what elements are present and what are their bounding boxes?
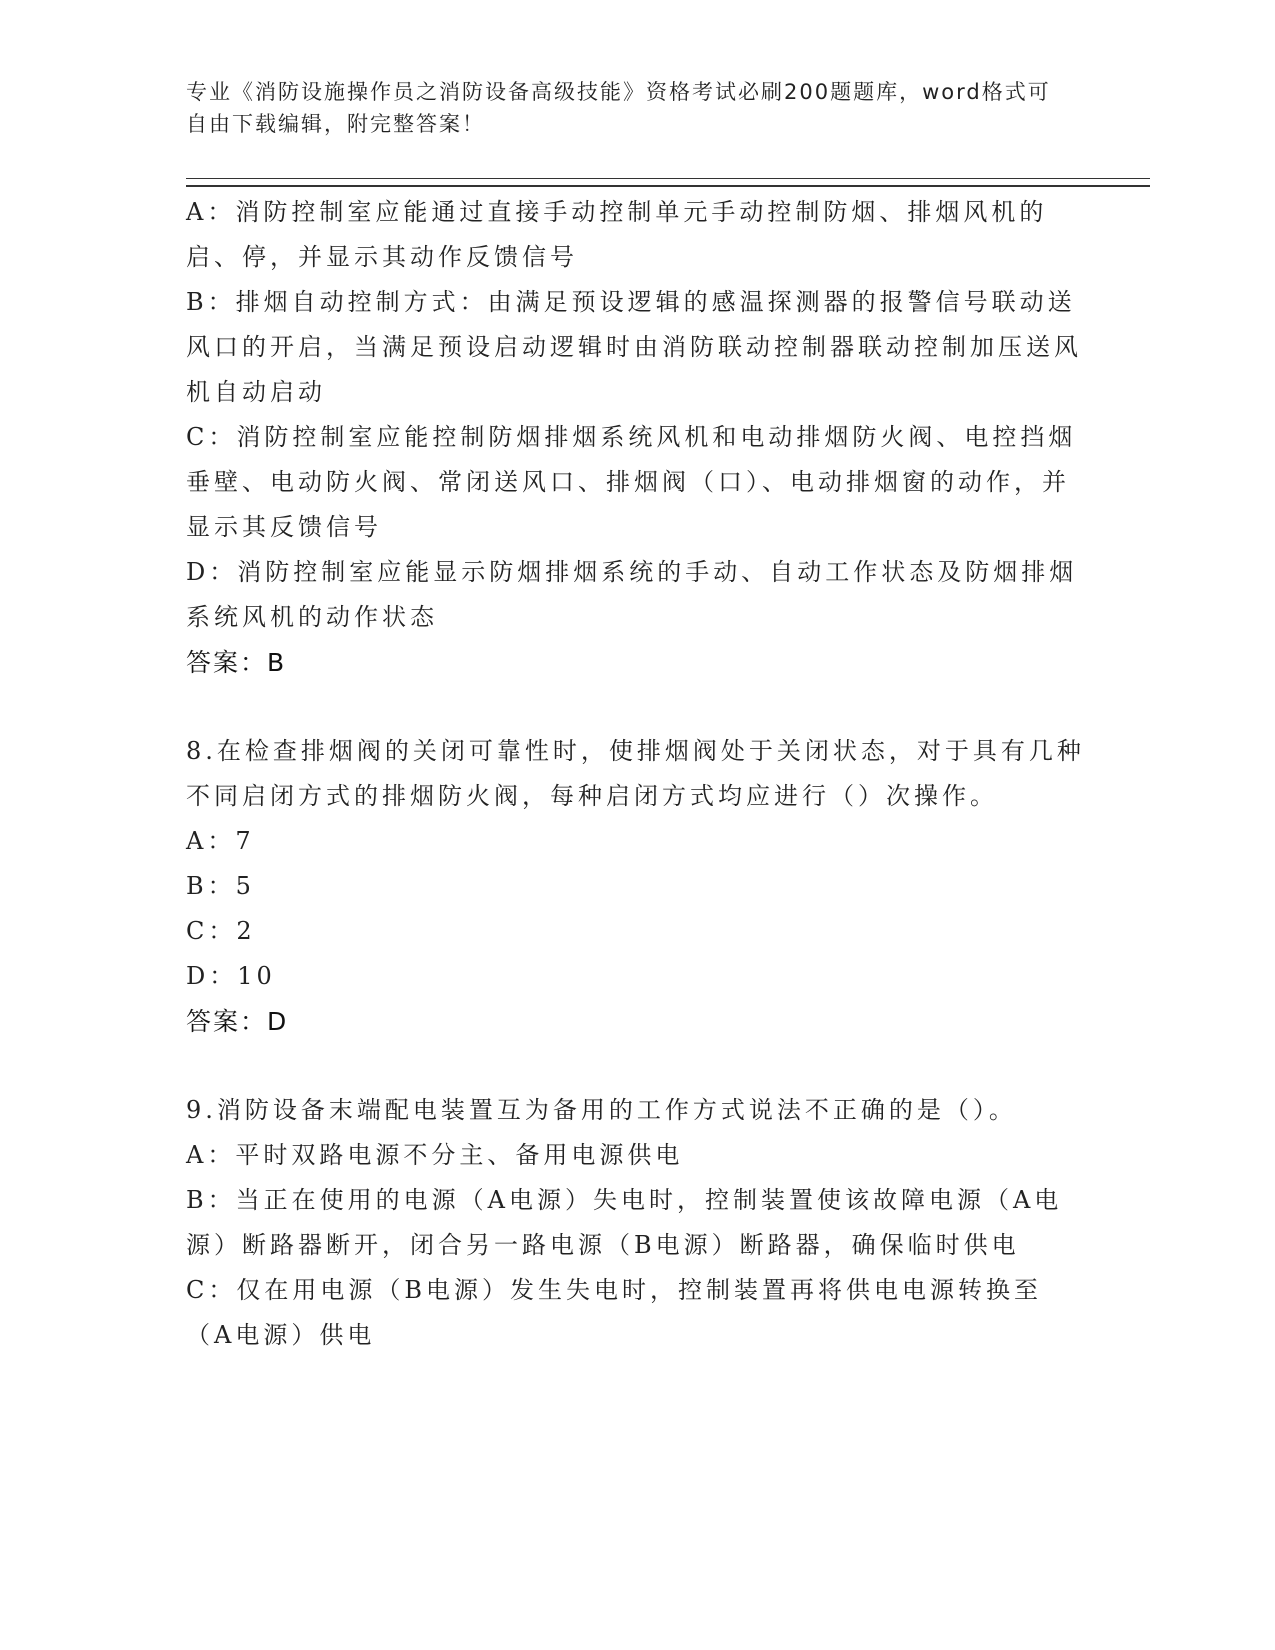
q7-option-a: A：消防控制室应能通过直接手动控制单元手动控制防烟、排烟风机的启、停，并显示其动作反馈信号 — [186, 198, 1048, 271]
q8-option-a: A：7 — [186, 827, 255, 855]
q7-option-d: D：消防控制室应能显示防烟排烟系统的手动、自动工作状态及防烟排烟系统风机的动作状态 — [186, 558, 1078, 631]
q9-option-a: A：平时双路电源不分主、备用电源供电 — [186, 1141, 684, 1169]
document-body — [186, 190, 1086, 1358]
question-8-block — [186, 729, 1086, 1044]
q7-option-c: C：消防控制室应能控制防烟排烟系统风机和电动排烟防火阀、电控挡烟垂壁、电动防火阀、常闭送风口、排烟阀（口）、电动排烟窗的动作，并显示其反馈信号 — [186, 423, 1077, 541]
q8-option-d: D：10 — [186, 962, 276, 990]
q8-question: 8.在检查排烟阀的关闭可靠性时，使排烟阀处于关闭状态，对于具有几种不同启闭方式的排烟防火阀，每种启闭方式均应进行（）次操作。 — [186, 737, 1085, 810]
q8-option-c: C：2 — [186, 917, 256, 945]
document-header: 专业《消防设施操作员之消防设备高级技能》资格考试必刷200题题库，word格式可自由下载编辑，附完整答案！ — [186, 80, 1051, 136]
q9-option-b: B：当正在使用的电源（A电源）失电时，控制装置使该故障电源（A电源）断路器断开，闭合另一路电源（B电源）断路器，确保临时供电 — [186, 1186, 1063, 1259]
q9-option-c: C：仅在用电源（B电源）发生失电时，控制装置再将供电电源转换至（A电源）供电 — [186, 1276, 1042, 1349]
header-divider — [186, 178, 1150, 187]
question-7-block — [186, 190, 1086, 685]
q7-answer: 答案：B — [186, 648, 287, 677]
q7-option-b: B：排烟自动控制方式：由满足预设逻辑的感温探测器的报警信号联动送风口的开启，当满足预设启动逻辑时由消防联动控制器联动控制加压送风机自动启动 — [186, 288, 1082, 406]
q8-option-b: B：5 — [186, 872, 255, 900]
question-9-block — [186, 1088, 1086, 1358]
q8-answer: 答案：D — [186, 1007, 289, 1036]
q9-question: 9.消防设备末端配电装置互为备用的工作方式说法不正确的是（）。 — [186, 1096, 1017, 1124]
